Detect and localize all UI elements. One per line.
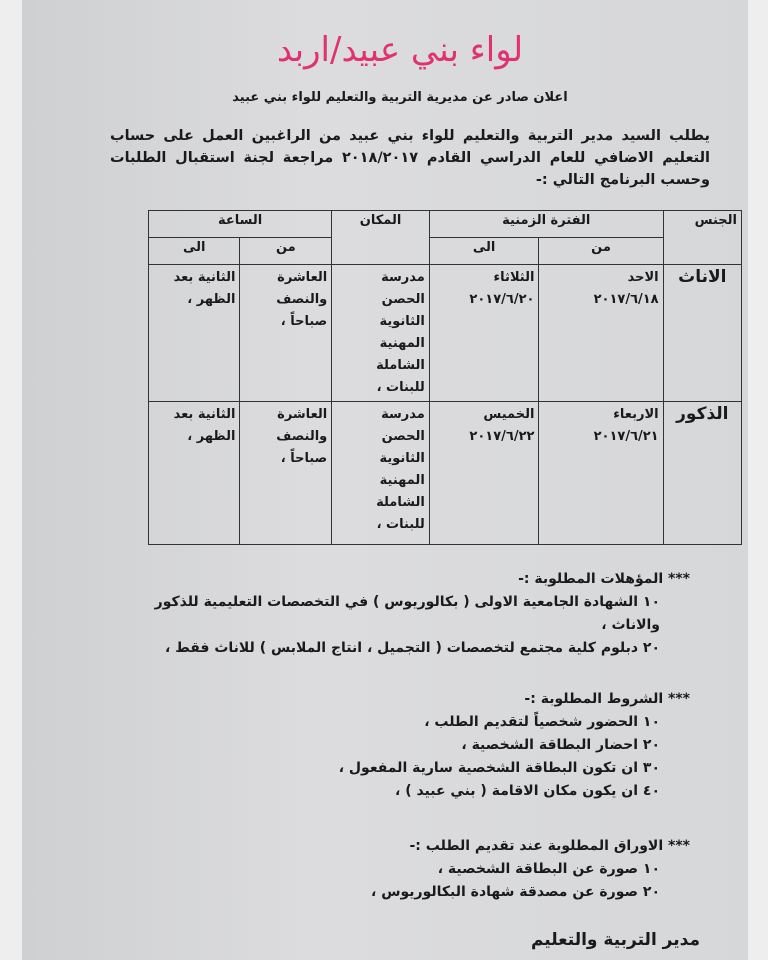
cell-period-to xyxy=(429,265,539,402)
cell-hour-from: العاشرة والنصف صباحاً ، xyxy=(240,402,332,545)
table-row xyxy=(149,265,742,402)
list-item: ١٠ الشهادة الجامعية الاولى ( بكالوريوس ) في التخصصات التعليمية للذكور والاناث ، xyxy=(154,594,660,633)
list-item: ١٠ صورة عن البطاقة الشخصية ، xyxy=(437,861,660,877)
date: ٢٠١٧/٦/٢٠ xyxy=(469,292,535,307)
list-item: ٢٠ صورة عن مصدقة شهادة البكالوريوس ، xyxy=(371,884,660,900)
day: الثلاثاء xyxy=(493,270,535,285)
header-place: المكان xyxy=(332,211,430,265)
list-item: ٢٠ دبلوم كلية مجتمع لتخصصات ( التجميل ، انتاج الملابس ) للاناث فقط ، xyxy=(165,640,660,656)
section-heading: *** الاوراق المطلوبة عند تقديم الطلب :- xyxy=(409,838,690,854)
header-gender: الجنس xyxy=(663,211,741,265)
cell-gender: الاناث xyxy=(663,265,741,402)
cell-place: مدرسة الحصن الثانوية المهنية الشاملة للبنات ، xyxy=(332,402,430,545)
documents-section xyxy=(200,835,690,904)
cell-period-from xyxy=(539,265,663,402)
date: ٢٠١٧/٦/١٨ xyxy=(593,292,659,307)
intro-paragraph: يطلب السيد مدير التربية والتعليم للواء بني عبيد من الراغبين العمل على حساب التعليم الاضافي للعام الدراسي القادم ٢٠١٨/٢٠١٧ مراجعة لجنة استقبال الطلبات وحسب البرنامج التالي :- xyxy=(110,128,710,188)
day: الخميس xyxy=(483,407,535,422)
qualifications-section xyxy=(130,568,690,660)
cell-gender: الذكور xyxy=(663,402,741,545)
list-item: ٤٠ ان يكون مكان الاقامة ( بني عبيد ) ، xyxy=(395,783,660,799)
section-heading: *** الشروط المطلوبة :- xyxy=(524,691,690,707)
section-heading: *** المؤهلات المطلوبة :- xyxy=(518,571,690,587)
schedule-table xyxy=(148,210,742,545)
day: الاحد xyxy=(627,270,659,285)
list-item: ٢٠ احضار البطاقة الشخصية ، xyxy=(461,737,660,753)
signature-title: مدير التربية والتعليم xyxy=(530,930,700,950)
header-period-from: من xyxy=(539,238,663,265)
conditions-section xyxy=(200,688,690,803)
header-hour: الساعة xyxy=(149,211,332,238)
day: الاربعاء xyxy=(613,407,659,422)
header-period-to: الى xyxy=(429,238,539,265)
document-title: لواء بني عبيد/اربد xyxy=(276,30,524,70)
cell-place: مدرسة الحصن الثانوية المهنية الشاملة للبنات ، xyxy=(332,265,430,402)
document-subtitle: اعلان صادر عن مديرية التربية والتعليم للواء بني عبيد xyxy=(232,90,568,105)
cell-period-to xyxy=(429,402,539,545)
table-row xyxy=(149,402,742,545)
cell-hour-to: الثانية بعد الظهر ، xyxy=(149,402,240,545)
cell-hour-from: العاشرة والنصف صباحاً ، xyxy=(240,265,332,402)
header-hour-from: من xyxy=(240,238,332,265)
header-hour-to: الى xyxy=(149,238,240,265)
list-item: ٣٠ ان تكون البطاقة الشخصية سارية المفعول ، xyxy=(338,760,660,776)
header-period: الفترة الزمنية xyxy=(429,211,663,238)
cell-period-from xyxy=(539,402,663,545)
date: ٢٠١٧/٦/٢١ xyxy=(593,429,659,444)
cell-hour-to: الثانية بعد الظهر ، xyxy=(149,265,240,402)
list-item: ١٠ الحضور شخصياً لتقديم الطلب ، xyxy=(424,714,660,730)
date: ٢٠١٧/٦/٢٢ xyxy=(469,429,535,444)
